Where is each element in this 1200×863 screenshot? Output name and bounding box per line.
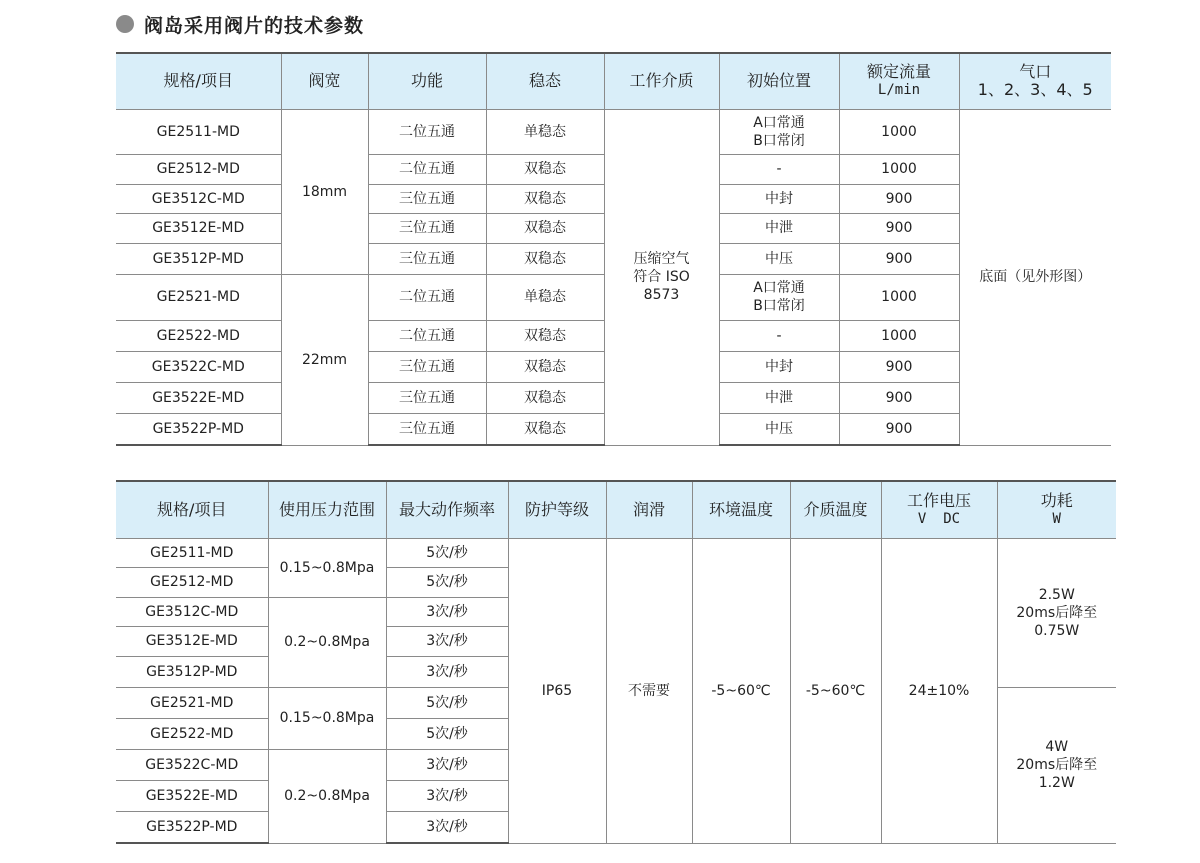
table1-header-row: [116, 53, 1111, 109]
pressure-cell: 0.2~0.8Mpa: [268, 749, 386, 843]
function-cell: 二位五通: [368, 274, 486, 320]
power-a-line1: 2.5W: [1038, 586, 1075, 603]
header-medium: 工作介质: [604, 53, 719, 109]
model-cell: GE2521-MD: [116, 687, 268, 718]
model-cell: GE2512-MD: [116, 154, 281, 184]
function-cell: 二位五通: [368, 109, 486, 154]
stable-cell: 双稳态: [486, 213, 604, 243]
init-cell: 中泄: [719, 382, 839, 413]
medium-line1: 压缩空气: [633, 251, 690, 267]
function-cell: 三位五通: [368, 351, 486, 382]
flow-cell: 900: [839, 382, 959, 413]
frequency-cell: 3次/秒: [386, 597, 508, 626]
width-cell-18: 18mm: [281, 109, 368, 274]
model-cell: GE2522-MD: [116, 718, 268, 749]
stable-cell: 双稳态: [486, 351, 604, 382]
frequency-cell: 3次/秒: [386, 749, 508, 780]
header-protection: 防护等级: [508, 481, 606, 538]
frequency-cell: 3次/秒: [386, 811, 508, 843]
header-ports-line1: 气口: [1019, 62, 1052, 82]
stable-cell: 双稳态: [486, 320, 604, 351]
stable-cell: 双稳态: [486, 382, 604, 413]
header-stable: 稳态: [486, 53, 604, 109]
flow-cell: 1000: [839, 154, 959, 184]
function-cell: 二位五通: [368, 154, 486, 184]
flow-cell: 1000: [839, 320, 959, 351]
flow-cell: 900: [839, 184, 959, 213]
header-flow-line1: 额定流量: [866, 62, 931, 82]
init-cell: 中封: [719, 351, 839, 382]
table2-header-row: [116, 481, 1116, 538]
function-cell: 三位五通: [368, 243, 486, 274]
medium-cell: [604, 109, 719, 445]
stable-cell: 双稳态: [486, 413, 604, 445]
frequency-cell: 5次/秒: [386, 567, 508, 597]
function-cell: 三位五通: [368, 184, 486, 213]
header-voltage-line2: V DC: [917, 510, 961, 527]
model-cell: GE2522-MD: [116, 320, 281, 351]
header-width: 阀宽: [281, 53, 368, 109]
header-lubrication: 润滑: [606, 481, 692, 538]
header-env-temp: 环境温度: [692, 481, 790, 538]
flow-cell: 900: [839, 243, 959, 274]
flow-cell: 1000: [839, 274, 959, 320]
header-flow: [839, 53, 959, 109]
init-cell: -: [719, 320, 839, 351]
model-cell: GE3522C-MD: [116, 749, 268, 780]
init-line2: B口常闭: [753, 132, 805, 149]
valve-spec-table: [116, 52, 1111, 446]
valve-performance-table: [116, 480, 1116, 844]
port-cell: 底面（见外形图）: [959, 109, 1111, 445]
header-ports-line2: 1、2、3、4、5: [977, 80, 1093, 100]
stable-cell: 双稳态: [486, 184, 604, 213]
header-ports: [959, 53, 1111, 109]
header-power: [997, 481, 1116, 538]
header-init-position: 初始位置: [719, 53, 839, 109]
init-cell: [719, 109, 839, 154]
power-b-line3: 1.2W: [1038, 775, 1075, 791]
header-pressure: 使用压力范围: [268, 481, 386, 538]
pressure-cell: 0.2~0.8Mpa: [268, 597, 386, 687]
header-spec: 规格/项目: [116, 481, 268, 538]
function-cell: 三位五通: [368, 413, 486, 445]
header-function: 功能: [368, 53, 486, 109]
init-line1: A口常通: [753, 114, 805, 131]
header-flow-line2: L/min: [877, 82, 921, 99]
model-cell: GE2511-MD: [116, 109, 281, 154]
init-cell: 中封: [719, 184, 839, 213]
function-cell: 三位五通: [368, 213, 486, 243]
header-power-line1: 功耗: [1040, 490, 1073, 510]
init-cell: 中压: [719, 413, 839, 445]
power-a-line3: 0.75W: [1034, 622, 1080, 639]
frequency-cell: 3次/秒: [386, 656, 508, 687]
model-cell: GE3512C-MD: [116, 597, 268, 626]
bullet-dot-icon: [116, 15, 134, 33]
model-cell: GE3522P-MD: [116, 811, 268, 843]
model-cell: GE3522E-MD: [116, 382, 281, 413]
header-frequency: 最大动作频率: [386, 481, 508, 538]
init-cell: 中压: [719, 243, 839, 274]
model-cell: GE2521-MD: [116, 274, 281, 320]
frequency-cell: 3次/秒: [386, 780, 508, 811]
flow-cell: 900: [839, 351, 959, 382]
power-b-line2: 20ms后降至: [1016, 757, 1098, 773]
table-row: [116, 538, 1116, 567]
header-spec: 规格/项目: [116, 53, 281, 109]
model-cell: GE3522C-MD: [116, 351, 281, 382]
model-cell: GE3512P-MD: [116, 243, 281, 274]
pressure-cell: 0.15~0.8Mpa: [268, 687, 386, 749]
lubrication-cell: 不需要: [606, 538, 692, 843]
power-cell-b: [997, 687, 1116, 843]
init-cell: -: [719, 154, 839, 184]
header-voltage: [881, 481, 997, 538]
header-voltage-line1: 工作电压: [906, 490, 971, 510]
section-title: [116, 8, 364, 40]
init-line2: B口常闭: [753, 298, 805, 314]
frequency-cell: 3次/秒: [386, 626, 508, 656]
protection-cell: IP65: [508, 538, 606, 843]
model-cell: GE2512-MD: [116, 567, 268, 597]
frequency-cell: 5次/秒: [386, 718, 508, 749]
frequency-cell: 5次/秒: [386, 687, 508, 718]
model-cell: GE3522E-MD: [116, 780, 268, 811]
init-cell: 中泄: [719, 213, 839, 243]
header-medium-temp: 介质温度: [790, 481, 881, 538]
power-cell-a: [997, 538, 1116, 687]
header-power-line2: W: [1052, 510, 1061, 527]
function-cell: 三位五通: [368, 382, 486, 413]
power-a-line2: 20ms后降至: [1016, 604, 1098, 621]
medium-line2: 符合 ISO: [633, 269, 690, 285]
medium-temp-cell: -5~60℃: [790, 538, 881, 843]
flow-cell: 1000: [839, 109, 959, 154]
stable-cell: 双稳态: [486, 243, 604, 274]
pressure-cell: 0.15~0.8Mpa: [268, 538, 386, 597]
section-title-text: 阀岛采用阀片的技术参数: [144, 14, 365, 37]
medium-line3: 8573: [643, 287, 680, 303]
init-cell: [719, 274, 839, 320]
init-line1: A口常通: [753, 280, 805, 296]
env-temp-cell: -5~60℃: [692, 538, 790, 843]
power-b-line1: 4W: [1045, 739, 1069, 755]
model-cell: GE3522P-MD: [116, 413, 281, 445]
model-cell: GE3512E-MD: [116, 626, 268, 656]
voltage-cell: 24±10%: [881, 538, 997, 843]
stable-cell: 双稳态: [486, 154, 604, 184]
stable-cell: 单稳态: [486, 109, 604, 154]
flow-cell: 900: [839, 213, 959, 243]
flow-cell: 900: [839, 413, 959, 445]
stable-cell: 单稳态: [486, 274, 604, 320]
function-cell: 二位五通: [368, 320, 486, 351]
width-cell-22: 22mm: [281, 274, 368, 445]
model-cell: GE3512C-MD: [116, 184, 281, 213]
table-row: [116, 109, 1111, 154]
model-cell: GE2511-MD: [116, 538, 268, 567]
model-cell: GE3512P-MD: [116, 656, 268, 687]
model-cell: GE3512E-MD: [116, 213, 281, 243]
frequency-cell: 5次/秒: [386, 538, 508, 567]
